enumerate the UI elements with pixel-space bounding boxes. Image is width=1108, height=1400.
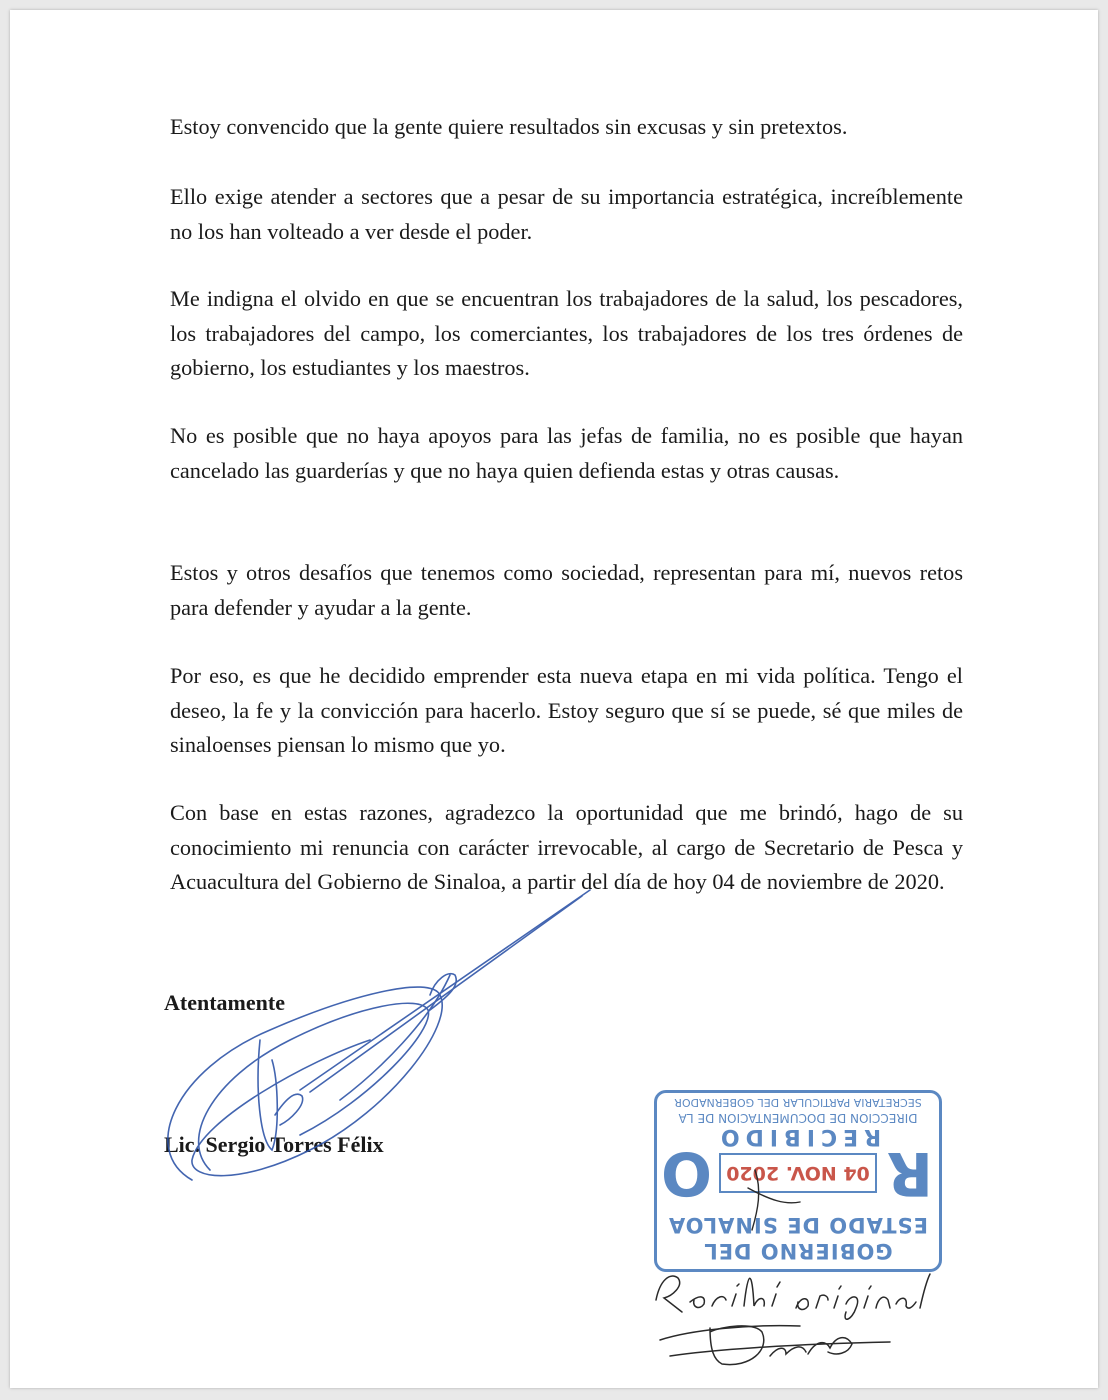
stamp-line-1: GOBIERNO DEL [703,1239,893,1263]
stamp-date: 04 NOV. 2020 [719,1153,877,1193]
signatures-layer [10,10,1098,1388]
signature-drawing [168,890,590,1180]
paragraph-7: Con base en estas razones, agradezco la oportunidad que me brindó, hago de su conocimiento mi renuncia con carácter irrevocable, al cargo de Secretario de Pesca y Acuacultura del Gobierno de Sinaloa, a partir del día de hoy 04 de noviembre de 2020. [170,800,963,894]
signer-name: Lic. Sergio Torres Félix [164,1132,384,1157]
paragraph-5: Estos y otros desafíos que tenemos como sociedad, representan para mí, nuevos retos para defender y ayudar a la gente. [170,560,963,620]
paragraph-6: Por eso, es que he decidido emprender esta nueva etapa en mi vida política. Tengo el deseo, la fe y la convicción para hacerlo. Estoy seguro que sí se puede, sé que miles de sinaloenses piensan lo mismo que yo. [170,663,963,757]
receiver-signature-drawing [660,1326,890,1365]
stamp-line-4: SECRETARIA PARTICULAR DEL GOBERNADOR [674,1096,922,1109]
paragraph-4: No es posible que no haya apoyos para las jefas de familia, no es posible que hayan cancelado las guarderías y que no haya quien defienda estas y otras causas. [170,423,963,483]
closing-text: Atentamente [164,990,285,1015]
stamp-line-3: DIRECCION DE DOCUMENTACION DE LA [678,1111,918,1125]
paragraph-3: Me indigna el olvido en que se encuentran los trabajadores de la salud, los pescadores, los trabajadores del campo, los comerciantes, los trabajadores de los tres órdenes de gobierno, los estudiantes y los maestros. [170,286,963,380]
stamp-scribble [748,1170,800,1230]
stamp-line-2: ESTADO DE SINALOA [667,1213,929,1237]
stamp-big-o: O [661,1138,713,1208]
paragraph-1: Estoy convencido que la gente quiere resultados sin excusas y sin pretextos. [170,114,848,139]
paragraph-2: Ello exige atender a sectores que a pesar de su importancia estratégica, increíblemente no los han volteado a ver desde el poder. [170,184,963,244]
stamp-big-r: R [886,1138,933,1208]
handwritten-note-drawing [656,1274,930,1319]
stamp-received: RECIBIDO [714,1124,882,1149]
letter-page [10,10,1098,1388]
